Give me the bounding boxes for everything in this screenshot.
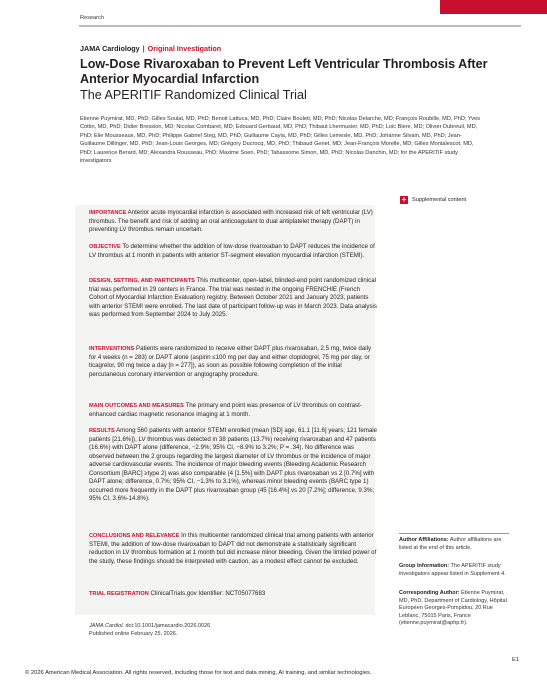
abstract-outcomes (89, 402, 378, 419)
abstract-conclusions (89, 532, 378, 566)
corresponding-author-note (399, 590, 509, 628)
group-information-note (399, 563, 509, 578)
supplemental-label: Supplemental content (412, 197, 467, 203)
journal-name: JAMA Cardiology (80, 44, 140, 53)
group-label: Group Information: (399, 563, 450, 569)
interventions-text: Patients were randomized to receive either DAPT plus rivaroxaban, 2.5 mg, twice daily for 4 weeks (n = 283) or DAPT alone (aspirin ≤100 mg per day and either clopidogrel, 75 mg per day, or ticagrelor, 90 mg twice a day [n = 277]), as soon as possible following completion of the initial percutaneous coronary intervention or angiography procedure. (89, 345, 372, 378)
supplemental-content-link[interactable] (400, 196, 466, 204)
citation-block (89, 622, 369, 638)
section-label: Research (80, 15, 104, 21)
design-text: This multicenter, open-label, blinded-end point randomized clinical trial was performed in 29 centers in France. The trial was nested in the ongoing FRENCHIE (French Cohort of Myocardial Infarction Evaluation) registry. Between October 2021 and January 2023, patients with anterior STEMI were enrolled. The last date of participant follow-up was in March 2023. Data analysis was performed from September 2024 to July 2025. (89, 277, 377, 319)
outcomes-text: The primary end point was presence of LV thrombus on contrast-enhanced cardiac magnetic resonance imaging at 1 month. (89, 402, 362, 418)
article-subtitle: The APERITIF Randomized Clinical Trial (80, 88, 307, 102)
corresponding-text: Etienne Puymirat, MD, PhD, Department of Cardiology, Hôpital Européen Georges-Pompidou, 20 Rue Leblanc, 75015 Paris, France (etienne.puymirat@aphp.fr). (399, 590, 507, 627)
abstract-registration (89, 590, 378, 599)
design-heading: DESIGN, SETTING, AND PARTICIPANTS (89, 278, 195, 284)
abstract-importance (89, 209, 378, 235)
registration-text: ClinicalTrials.gov Identifier: NCT05077683 (150, 590, 266, 597)
interventions-heading: INTERVENTIONS (89, 346, 135, 352)
abstract-design (89, 277, 378, 320)
citation-journal: JAMA Cardiol. (89, 623, 124, 629)
abstract-interventions (89, 345, 378, 379)
page-number: E1 (512, 657, 520, 663)
citation-doi: doi:10.1001/jamacardio.2026.0026 (125, 623, 211, 629)
article-title: Low-Dose Rivaroxaban to Prevent Left Ventricular Thrombosis After Anterior Myocardial Infarction (80, 57, 488, 86)
author-affiliations-note (399, 537, 509, 552)
conclusions-text: In this multicenter randomized clinical trial among patients with anterior STEMI, the addition of low-dose rivaroxaban to DAPT did not demonstrate a statistically significant reduction in LV thrombus formation at 1 month but did increase minor bleeding. Given the limited power of the study, these findings should be interpreted with caution, as a modest effect cannot be excluded. (89, 532, 377, 565)
outcomes-heading: MAIN OUTCOMES AND MEASURES (89, 403, 184, 409)
article-type: Original Investigation (147, 44, 222, 53)
affiliations-text: Author affiliations are listed at the end of this article. (399, 537, 502, 551)
citation-published: Published online February 25, 2026. (89, 631, 178, 637)
affiliations-label: Author Affiliations: (399, 537, 449, 543)
plus-icon: + (401, 195, 407, 204)
corresponding-label: Corresponding Author: (399, 590, 460, 596)
abstract-objective (89, 243, 378, 260)
header-accent-bar (440, 0, 547, 14)
group-text: The APERITIF study investigators appear listed in Supplement 4. (399, 563, 506, 577)
results-text: Among 560 patients with anterior STEMI enrolled (mean [SD] age, 61.1 [11.6] years; 121 female patients [21.6%]), LV thrombus was detected in 38 patients (13.7%) receiving rivaroxaban and 47 patients (16.6%) with DAPT alone (difference, −2.9%; 95% CI, −8.9% to 3.2%; P = .34). No difference was observed between the 2 groups regarding the largest diameter of LV thrombus or the incidence of major adverse cardiovascular events. The incidence of major bleeding events (Bleeding Academic Research Consortium [BARC] ≥type 2) was also comparable (4 [1.5%] with DAPT plus rivaroxaban vs 2 [0.7%] with DAPT alone; difference, 0.7%; 95% CI, −1.3% to 3.1%), whereas minor bleeding events (BARC type 1) occurred more frequently in the DAPT plus rivaroxaban group (45 [16.4%] vs 20 [7.2%]; difference, 9.3%; 95% CI, 3.6%-14.8%). (89, 427, 378, 503)
objective-heading: OBJECTIVE (89, 244, 121, 250)
conclusions-heading: CONCLUSIONS AND RELEVANCE (89, 533, 180, 539)
journal-separator: | (142, 44, 145, 53)
objective-text: To determine whether the addition of low-dose rivaroxaban to DAPT reduces the incidence of LV thrombus at 1 month in patients with anterior ST-segment elevation myocardial infarction (STEMI). (89, 243, 375, 259)
author-list: Etienne Puymirat, MD, PhD; Gilles Soulat, MD, PhD; Benoit Lattuca, MD, PhD; Claire Bouleti, MD, PhD; Nicolas Delarche, MD; François Roubille, MD, PhD; Yves Cottin, MD, PhD; Didier Bression, MD; Nicolas Combaret, MD; Edouard Gerbaud, MD, PhD; Thibaut Lhermusier, MD, PhD; Loic Biere, MD; Olivier Dubreuil, MD, PhD; Elie Mousseaux, MD, PhD; Philippe Gabriel Steg, MD, PhD; Guillaume Cayla, MD, PhD; Gilles Lemesle, MD, PhD; Johanne Silvain, MD, PhD; Jean-Guillaume Dillinger, MD, PhD; Jean-Louis Georges, MD; Grégory Ducrocq, MD, PhD; Thibaud Genet, MD; Jean-François Morelle, MD; Gilles Montalescot, MD, PhD; Laurence Berard, MD; Alexandra Rousseau, PhD; Maxime Soen, PhD; Tabassome Simon, MD, PhD; Nicolas Danchin, MD; for the APERITIF study investigators (80, 116, 480, 165)
importance-text: Anterior acute myocardial infarction is associated with increased risk of left ventricular (LV) thrombus. The benefit and risk of adding an oral anticoagulant to dual antiplatelet therapy (DAPT) in preventing LV thrombus remain uncertain. (89, 209, 373, 234)
sidebar-divider (399, 533, 509, 534)
abstract-box (75, 205, 378, 615)
header-divider (79, 25, 521, 27)
abstract-results (89, 427, 378, 504)
copyright-notice: © 2026 American Medical Association. All rights reserved, including those for text and data mining, AI training, and similar technologies. (25, 670, 372, 676)
results-heading: RESULTS (89, 428, 115, 434)
importance-heading: IMPORTANCE (89, 210, 127, 216)
registration-heading: TRIAL REGISTRATION (89, 591, 149, 597)
journal-line (80, 44, 221, 53)
